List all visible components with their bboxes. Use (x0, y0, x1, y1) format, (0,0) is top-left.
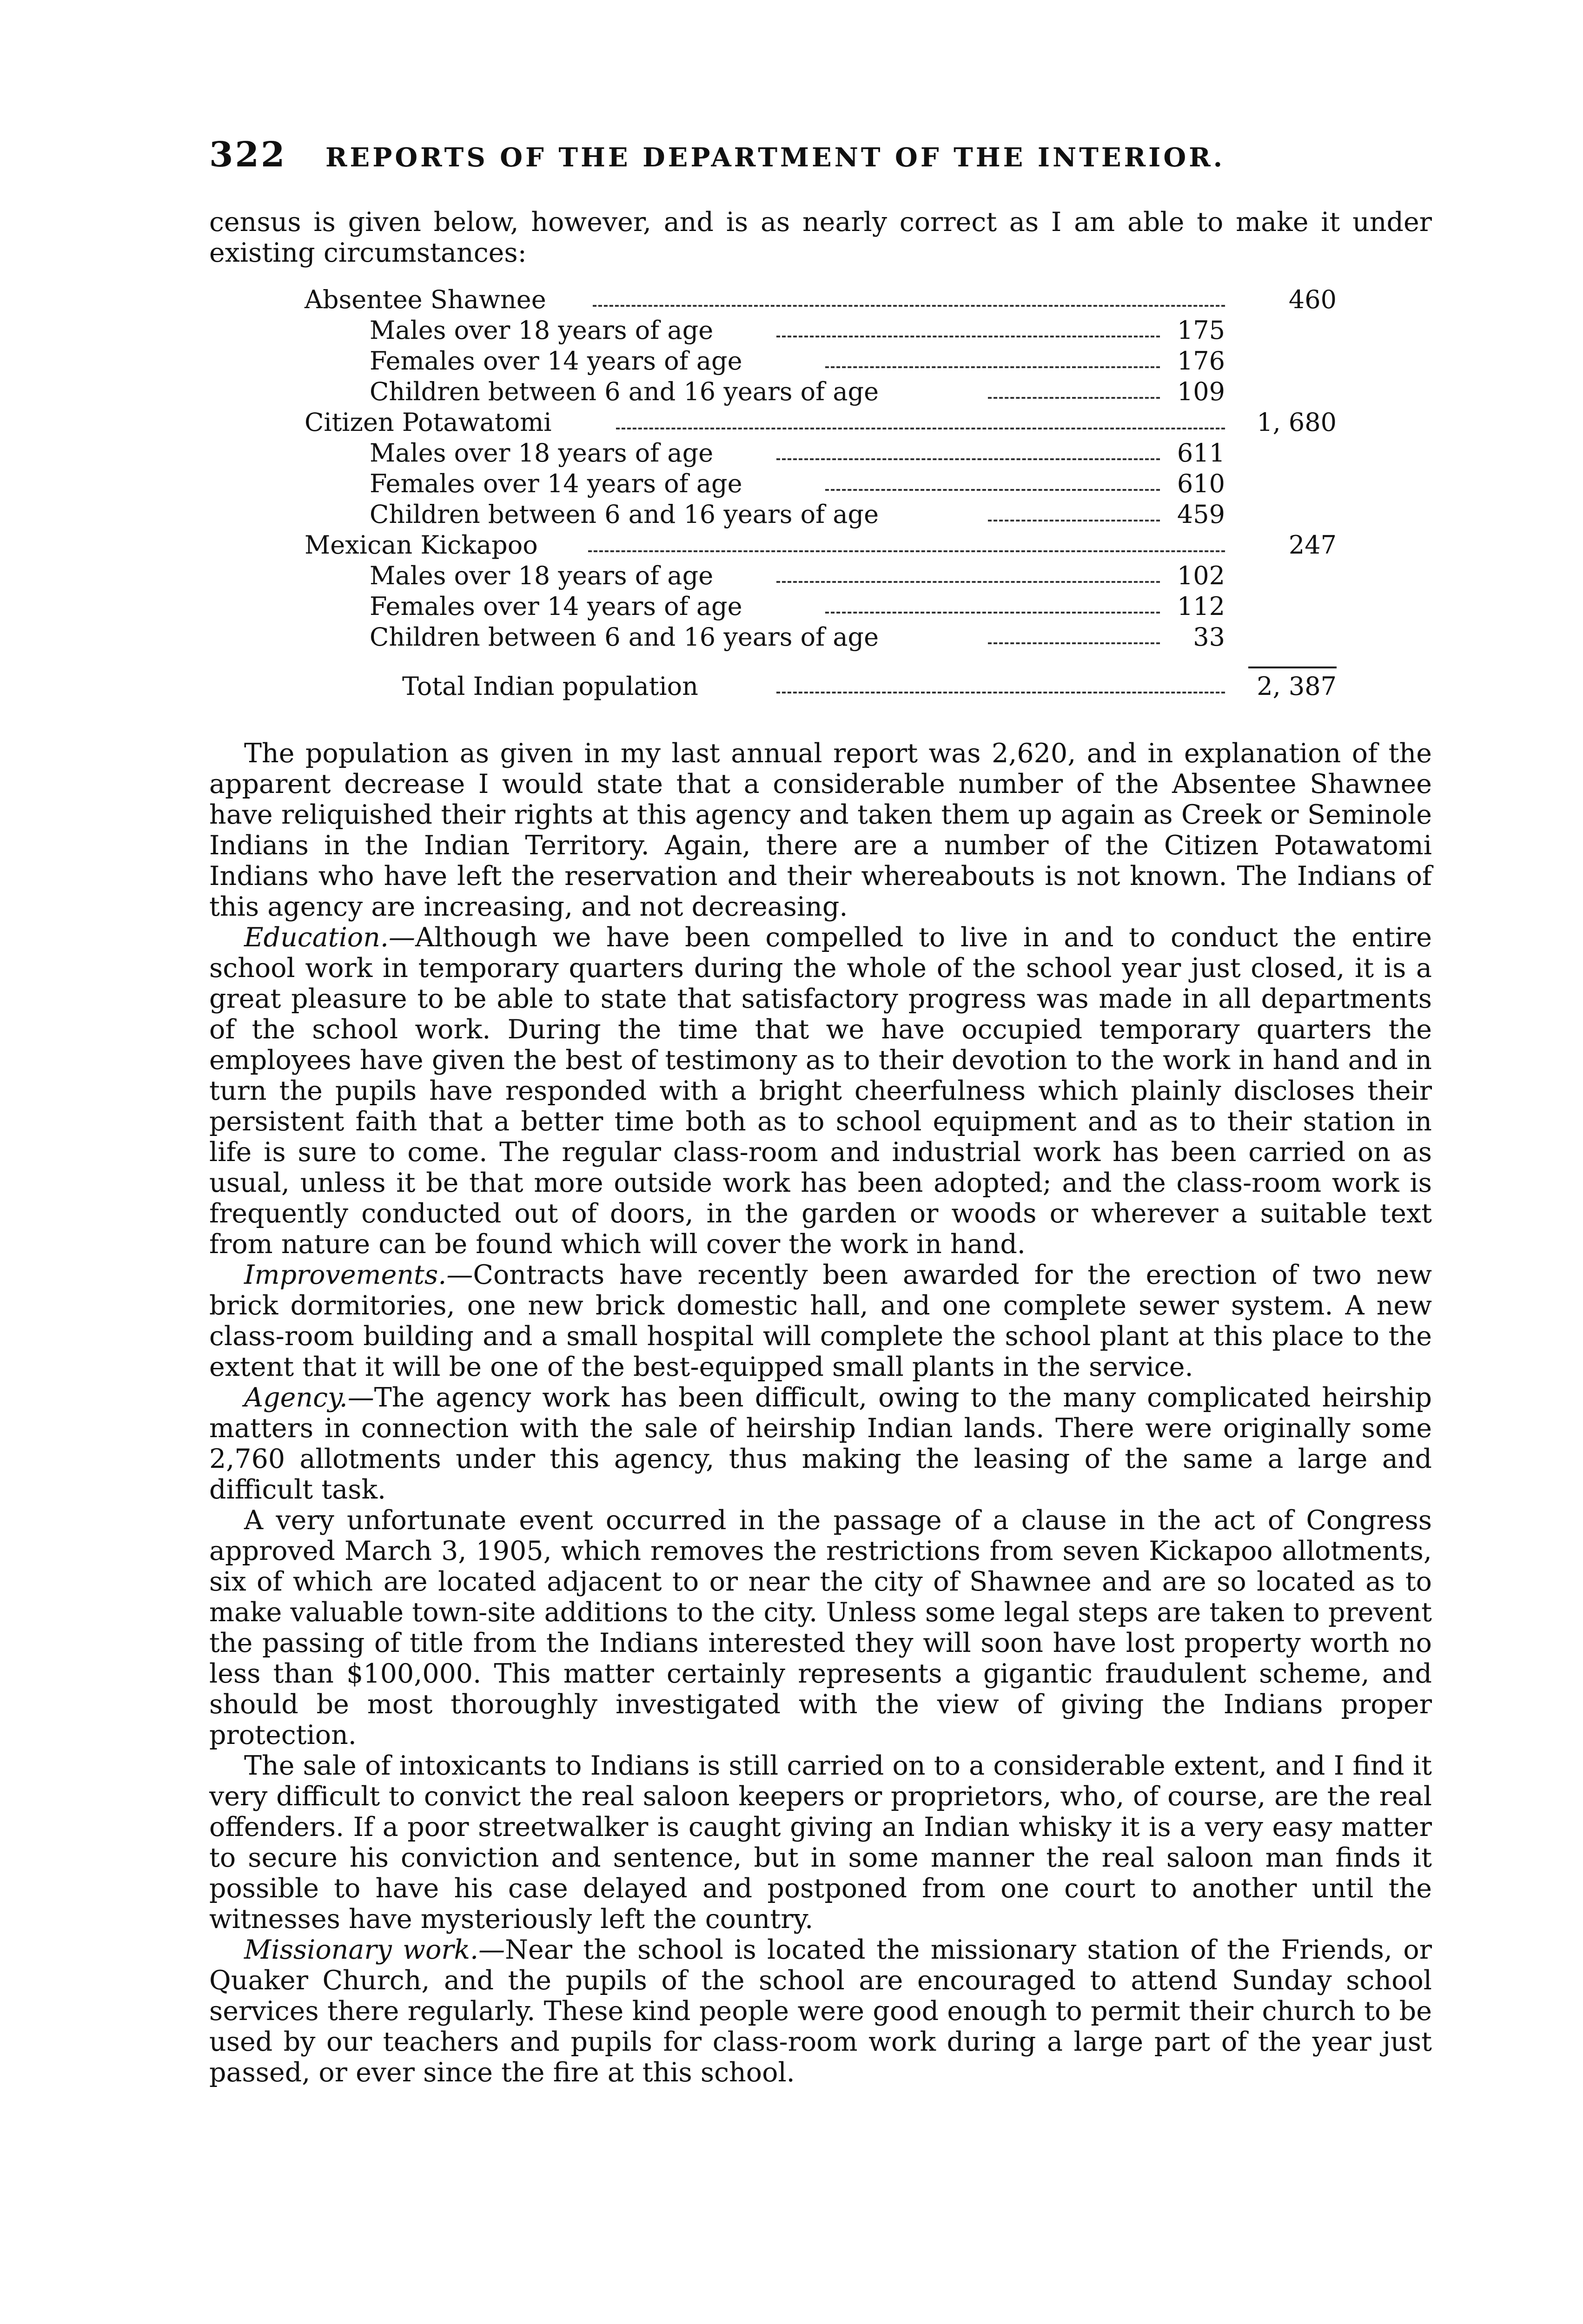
section-heading: Education.— (244, 922, 415, 953)
total-label: Total Indian population (402, 672, 698, 701)
paragraph-text: The agency work has been difficult, owing to the many complicated heirship matters in connection with the sale of heirship Indian lands. There were originally some 2,760 allotments under this agency, thus making the leasing of the same a large and difficult task. (209, 1382, 1432, 1505)
intro-paragraph (209, 207, 1432, 268)
census-sub-row (305, 591, 1337, 622)
section-heading: Agency.— (244, 1382, 374, 1413)
census-sub-row (305, 315, 1337, 346)
row-value: 176 (1177, 346, 1225, 376)
dot-leader (593, 284, 1225, 307)
census-group-row (305, 284, 1337, 315)
section-heading: Improvements.— (244, 1260, 473, 1290)
row-value: 610 (1177, 469, 1225, 498)
paragraph-text: Near the school is located the missionary station of the Friends, or Quaker Church, and the pupils of the school are encouraged to attend Sunday school services there regularly. These kind people were good enough to permit their church to be used by our teachers and pupils for class-room work during a large part of the year just passed, or ever since the fire at this school. (209, 1934, 1432, 2088)
group-total: 460 (1288, 285, 1337, 314)
row-value: 175 (1177, 316, 1225, 345)
paragraph-education (209, 922, 1432, 1260)
paragraph-text: The sale of intoxicants to Indians is still carried on to a considerable extent, and I find it very difficult to convict the real saloon keepers or proprietors, who, of course, are the real offenders. If a poor streetwalker is caught giving an Indian whisky it is a very easy matter to secure his conviction and sentence, but in some manner the real saloon man finds it possible to have his case delayed and postponed from one court to another until the witnesses have mysteriously left the country. (209, 1750, 1432, 1934)
page-header (209, 135, 1399, 177)
section-heading: Missionary work.— (244, 1934, 505, 1965)
dot-leader (776, 438, 1160, 460)
row-value: 109 (1177, 377, 1225, 406)
total-rule (1248, 667, 1337, 668)
census-sub-row (305, 469, 1337, 499)
page-number: 322 (209, 135, 287, 175)
row-value: 112 (1177, 592, 1225, 621)
dot-leader (776, 671, 1225, 693)
paragraph-text: A very unfortunate event occurred in the passage of a clause in the act of Congress approved March 3, 1905, which removes the restrictions from seven Kickapoo allotments, six of which are located adjacent to or near the city of Shawnee and are so located as to make valuable town-site additions to the city. Unless some legal steps are taken to prevent the passing of title from the Indians interested they will soon have lost property worth no less than $100,000. This matter certainly represents a gigantic fraudulent scheme, and should be most thoroughly investigated with the view of giving the Indians proper protection. (209, 1505, 1432, 1750)
group-name: Mexican Kickapoo (305, 530, 538, 560)
census-sub-row (305, 376, 1337, 407)
report-body (209, 738, 1432, 2088)
dot-leader (988, 376, 1160, 399)
paragraph-text: Contracts have recently been awarded for the erection of two new brick dormitories, one new brick domestic hall, and one complete sewer system. A new class-room building and a small hospital will complete the school plant at this place to the extent that it will be one of the best-equipped small plants in the service. (209, 1260, 1432, 1382)
total-rule-row (305, 653, 1337, 671)
census-group-row (305, 407, 1337, 438)
row-label: Children between 6 and 16 years of age (370, 377, 879, 406)
paragraph-text: Although we have been compelled to live in and to conduct the entire school work in temporary quarters during the whole of the school year just closed, it is a great pleasure to be able to state that satisfactory progress was made in all departments of the school work. During the time that we have occupied temporary quarters the employees have given the best of testimony as to their devotion to the work in hand and in turn the pupils have responded with a bright cheerfulness which plainly discloses their persistent faith that a better time both as to school equipment and as to their station in life is sure to come. The regular class-room and industrial work has been carried on as usual, unless it be that more outside work has been adopted; and the class-room work is frequently conducted out of doors, in the garden or woods or wherever a suitable text from nature can be found which will cover the work in hand. (209, 922, 1432, 1260)
census-sub-row (305, 561, 1337, 591)
paragraph-improvements (209, 1260, 1432, 1382)
group-total: 247 (1288, 530, 1337, 560)
group-total: 1, 680 (1257, 408, 1337, 437)
row-label: Females over 14 years of age (370, 469, 742, 498)
census-sub-row (305, 622, 1337, 653)
row-value: 102 (1177, 561, 1225, 590)
row-label: Females over 14 years of age (370, 592, 742, 621)
row-label: Children between 6 and 16 years of age (370, 500, 879, 529)
census-table (305, 284, 1337, 702)
census-sub-row (305, 438, 1337, 469)
row-value: 459 (1177, 500, 1225, 529)
row-label: Males over 18 years of age (370, 561, 714, 590)
dot-leader (988, 622, 1160, 644)
paragraph-kickapoo (209, 1505, 1432, 1750)
group-name: Citizen Potawatomi (305, 408, 552, 437)
dot-leader (776, 561, 1160, 583)
paragraph-population (209, 738, 1432, 922)
dot-leader (825, 346, 1160, 368)
census-sub-row (305, 346, 1337, 376)
dot-leader (825, 469, 1160, 491)
row-label: Males over 18 years of age (370, 316, 714, 345)
row-label: Females over 14 years of age (370, 346, 742, 376)
paragraph-text: The population as given in my last annual report was 2,620, and in explanation of the apparent decrease I would state that a considerable number of the Absentee Shawnee have reliquished their rights at this agency and taken them up again as Creek or Seminole Indians in the Indian Territory. Again, there are a number of the Citizen Potawatomi Indians who have left the reservation and their whereabouts is not known. The Indians of this agency are increasing, and not decreasing. (209, 738, 1432, 922)
dot-leader (616, 407, 1225, 429)
total-value: 2, 387 (1257, 672, 1337, 701)
paragraph-missionary (209, 1934, 1432, 2088)
dot-leader (776, 315, 1160, 337)
running-head: REPORTS OF THE DEPARTMENT OF THE INTERIOR. (325, 142, 1225, 173)
intro-text: census is given below, however, and is as nearly correct as I am able to make it under existing circumstances: (209, 207, 1432, 268)
row-label: Children between 6 and 16 years of age (370, 622, 879, 652)
census-sub-row (305, 499, 1337, 530)
row-value: 33 (1193, 622, 1225, 652)
row-label: Males over 18 years of age (370, 438, 714, 468)
group-name: Absentee Shawnee (305, 285, 546, 314)
dot-leader (588, 530, 1225, 552)
paragraph-agency (209, 1382, 1432, 1505)
census-group-row (305, 530, 1337, 561)
row-value: 611 (1177, 438, 1225, 468)
paragraph-intoxicants (209, 1750, 1432, 1934)
census-total-row (305, 671, 1337, 702)
dot-leader (825, 591, 1160, 614)
dot-leader (988, 499, 1160, 522)
